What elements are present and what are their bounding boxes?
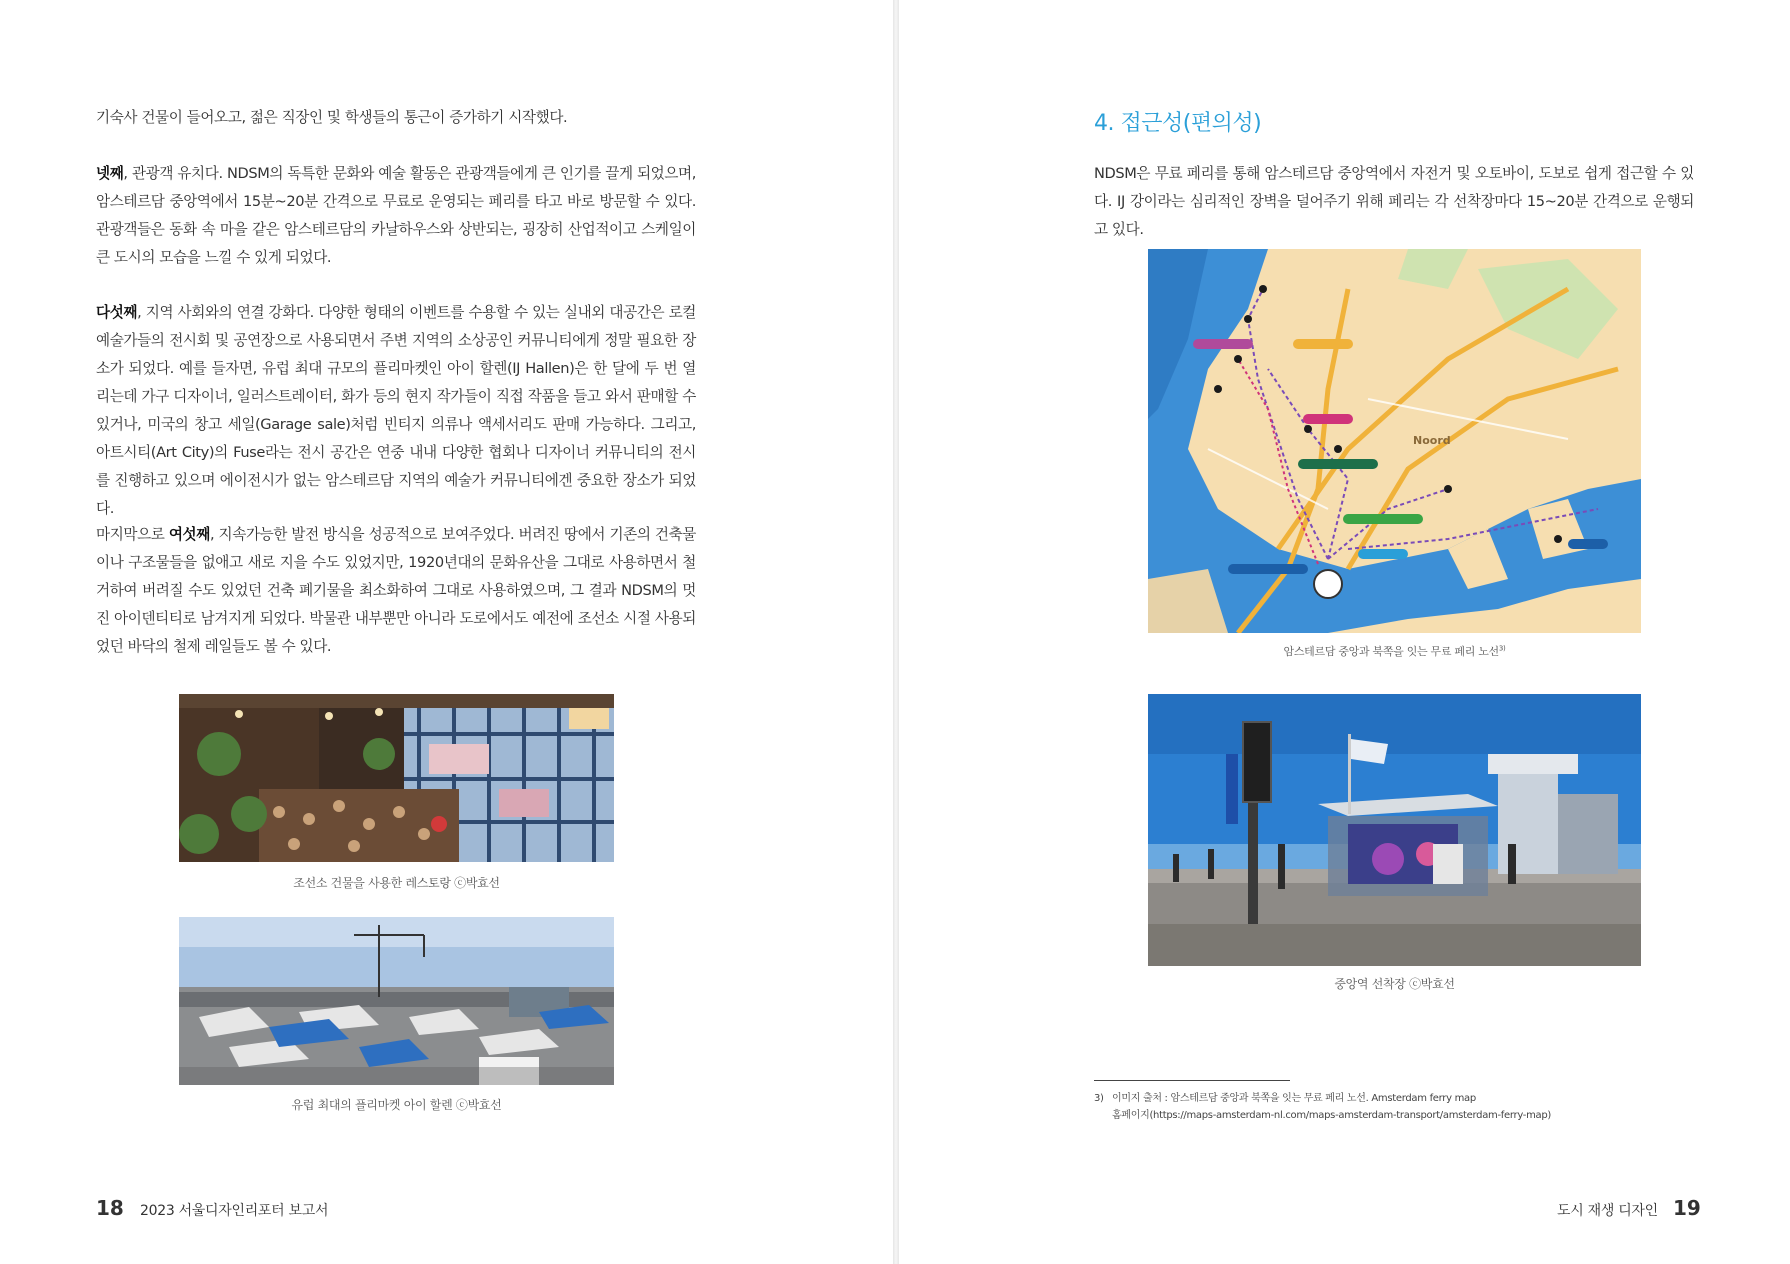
footnote-marker: 3) <box>1094 1093 1104 1104</box>
map-area-label: Noord <box>1413 434 1451 447</box>
paragraph-fourth <box>96 160 696 272</box>
map-caption <box>1148 643 1641 659</box>
page-number: 19 <box>1673 1196 1701 1220</box>
restaurant-illustration <box>179 694 614 862</box>
paragraph-lead: 여섯째 <box>168 526 210 543</box>
restaurant-caption: 조선소 건물을 사용한 레스토랑 ⓒ박효선 <box>293 876 500 890</box>
footnote-line-2: 홈페이지(https://maps-amsterdam-nl.com/maps-amsterdam-transport/amsterdam-ferry-map) <box>1112 1110 1551 1121</box>
left-page <box>0 0 893 1264</box>
footnote-rule <box>1094 1080 1290 1081</box>
right-page <box>899 0 1790 1264</box>
footnote <box>1094 1090 1714 1124</box>
ferry-terminal-photo <box>1148 694 1641 966</box>
restaurant-photo <box>179 694 614 862</box>
paragraph-lead: 넷째 <box>96 165 124 182</box>
footer-title: 도시 재생 디자인 <box>1557 1203 1658 1219</box>
section-intro: NDSM은 무료 페리를 통해 암스테르담 중앙역에서 자전거 및 오토바이, 도보로 쉽게 접근할 수 있다. IJ 강이라는 심리적인 장벽을 덜어주기 위해 페리는 각 선착장마다 15~20분 간격으로 운행되고 있다. <box>1094 165 1694 238</box>
map-caption-text: 암스테르담 중앙과 북쪽을 잇는 무료 페리 노선 <box>1283 645 1499 658</box>
paragraph-prefix: 마지막으로 <box>96 526 169 543</box>
footer-title: 2023 서울디자인리포터 보고서 <box>140 1203 329 1219</box>
flea-market-caption: 유럽 최대의 플리마켓 아이 할렌 ⓒ박효선 <box>291 1098 502 1112</box>
flea-market-illustration <box>179 917 614 1085</box>
paragraph-body: , 지속가능한 발전 방식을 성공적으로 보여주었다. 버려진 땅에서 기존의 건축물이나 구조물들을 없애고 새로 지을 수도 있었지만, 1920년대의 문화유산을 그대로 사용하면서 철거하여 버려질 수도 있었던 건축 폐기물을 최소화하여 그대로 사용하였으며, 그 결과 NDSM의 멋진 아이덴티티로 남겨지게 되었다. 박물관 내부뿐만 아니라 도로에서도 예전에 조선소 시절 사용되었던 바닥의 철제 레일들도 볼 수 있다. <box>96 526 696 655</box>
paragraph-body: , 관광객 유치다. NDSM의 독특한 문화와 예술 활동은 관광객들에게 큰 인기를 끌게 되었으며, 암스테르담 중앙역에서 15분~20분 간격으로 무료로 운영되는 페리를 타고 바로 방문할 수 있다. 관광객들은 동화 속 마을 같은 암스테르담의 카날하우스와 상반되는, 굉장히 산업적이고 스케일이 큰 도시의 모습을 느낄 수 있게 되었다. <box>96 165 696 266</box>
paragraph-intro: 기숙사 건물이 들어오고, 젊은 직장인 및 학생들의 통근이 증가하기 시작했다. <box>96 109 568 126</box>
page-number: 18 <box>96 1196 124 1220</box>
flea-market-photo <box>179 917 614 1085</box>
ferry-terminal-illustration <box>1148 694 1641 966</box>
section-title: 4. 접근성(편의성) <box>1094 111 1262 136</box>
paragraph-fifth <box>96 299 696 523</box>
paragraph-sixth <box>96 521 696 661</box>
ferry-terminal-caption: 중앙역 선착장 ⓒ박효선 <box>1334 977 1455 991</box>
map-caption-footnote-ref: 3) <box>1498 644 1506 653</box>
paragraph-body: , 지역 사회와의 연결 강화다. 다양한 형태의 이벤트를 수용할 수 있는 실내외 대공간은 로컬 예술가들의 전시회 및 공연장으로 사용되면서 주변 지역의 소상공인 커뮤니티에게 정말 필요한 장소가 되었다. 예를 들자면, 유럽 최대 규모의 플리마켓인 아이 할렌(IJ Hallen)은 한 달에 두 번 열리는데 가구 디자이너, 일러스트레이터, 화가 등의 현지 작가들이 직접 작품을 들고 와서 판매할 수 있거나, 미국의 창고 세일(Garage sale)처럼 빈티지 의류나 액세서리도 판매 가능하다. 그리고, 아트시티(Art City)의 Fuse라는 전시 공간은 연중 내내 다양한 협회나 디자이너 커뮤니티의 전시를 진행하고 있으며 에이전시가 없는 암스테르담 지역의 예술가 커뮤니티에겐 중요한 장소가 되었다. <box>96 304 696 517</box>
ferry-map <box>1148 249 1641 633</box>
footnote-line-1: 이미지 출처 : 암스테르담 중앙과 북쪽을 잇는 무료 페리 노선. Amsterdam ferry map <box>1112 1093 1476 1104</box>
paragraph-lead: 다섯째 <box>96 304 138 321</box>
footnote-row <box>1094 1090 1714 1107</box>
ferry-map-graphic <box>1148 249 1641 633</box>
